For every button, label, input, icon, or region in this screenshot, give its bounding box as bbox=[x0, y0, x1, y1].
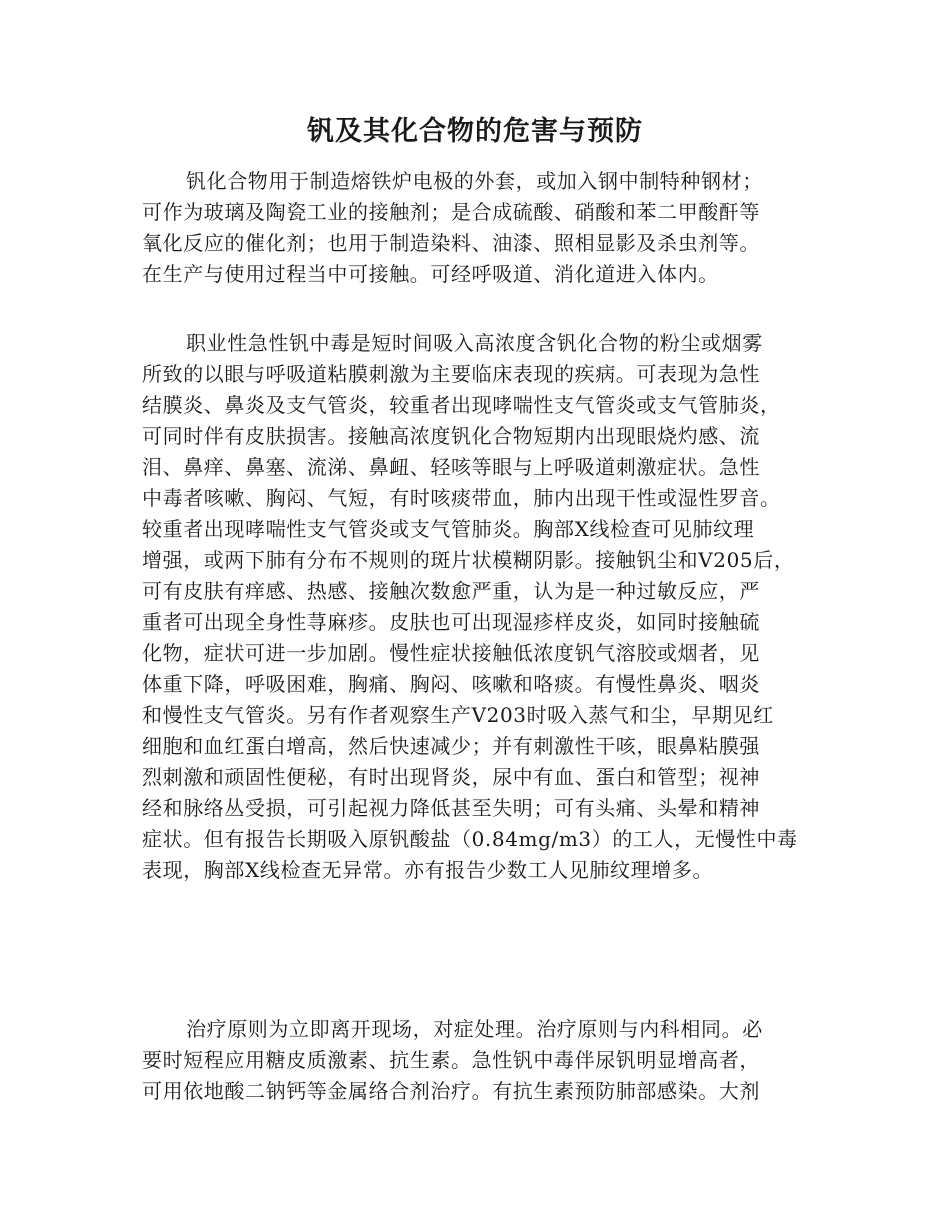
paragraph-line: 钒化合物用于制造熔铁炉电极的外套，或加入钢中制特种钢材； bbox=[186, 169, 763, 193]
paragraph-line: 烈刺激和顽固性便秘，有时出现肾炎，尿中有血、蛋白和管型；视神 bbox=[142, 765, 760, 789]
paragraph-line: 细胞和血红蛋白增高，然后快速减少；并有刺激性干咳，眼鼻粘膜强 bbox=[142, 734, 760, 758]
paragraph-line: 化物，症状可进一步加剧。慢性症状接触低浓度钒气溶胶或烟者，见 bbox=[142, 641, 760, 665]
paragraph-line: 氧化反应的催化剂；也用于制造染料、油漆、照相显影及杀虫剂等。 bbox=[142, 231, 760, 255]
paragraph-treatment bbox=[142, 1014, 822, 1107]
paragraph-line: 可同时伴有皮肤损害。接触高浓度钒化合物短期内出现眼烧灼感、流 bbox=[142, 424, 760, 448]
document-title: 钒及其化合物的危害与预防 bbox=[307, 116, 643, 147]
paragraph-line: 经和脉络丛受损，可引起视力降低甚至失明；可有头痛、头晕和精神 bbox=[142, 796, 760, 820]
paragraph-line: 可作为玻璃及陶瓷工业的接触剂；是合成硫酸、硝酸和苯二甲酸酐等 bbox=[142, 200, 760, 224]
paragraph-line: 所致的以眼与呼吸道粘膜刺激为主要临床表现的疾病。可表现为急性 bbox=[142, 362, 760, 386]
paragraph-line: 职业性急性钒中毒是短时间吸入高浓度含钒化合物的粉尘或烟雾 bbox=[186, 331, 763, 355]
paragraph-line: 要时短程应用糖皮质激素、抗生素。急性钒中毒伴尿钒明显增高者， bbox=[142, 1048, 760, 1072]
paragraph-line: 结膜炎、鼻炎及支气管炎，较重者出现哮喘性支气管炎或支气管肺炎， bbox=[142, 393, 781, 417]
paragraph-line: 重者可出现全身性荨麻疹。皮肤也可出现湿疹样皮炎，如同时接触硫 bbox=[142, 610, 760, 634]
paragraph-symptoms bbox=[142, 328, 822, 886]
paragraph-line: 治疗原则为立即离开现场，对症处理。治疗原则与内科相同。必 bbox=[186, 1017, 763, 1041]
paragraph-uses bbox=[142, 166, 822, 290]
paragraph-line: 中毒者咳嗽、胸闷、气短，有时咳痰带血，肺内出现干性或湿性罗音。 bbox=[142, 486, 781, 510]
paragraph-line: 增强，或两下肺有分布不规则的斑片状模糊阴影。接触钒尘和V205后， bbox=[142, 548, 795, 572]
paragraph-line: 可用依地酸二钠钙等金属络合剂治疗。有抗生素预防肺部感染。大剂 bbox=[142, 1079, 760, 1103]
paragraph-line: 表现，胸部X线检查无异常。亦有报告少数工人见肺纹理增多。 bbox=[142, 858, 714, 882]
paragraph-line: 较重者出现哮喘性支气管炎或支气管肺炎。胸部X线检查可见肺纹理 bbox=[142, 517, 755, 541]
paragraph-line: 症状。但有报告长期吸入原钒酸盐（0.84mg/m3）的工人，无慢性中毒 bbox=[142, 827, 798, 851]
paragraph-line: 可有皮肤有痒感、热感、接触次数愈严重，认为是一种过敏反应，严 bbox=[142, 579, 760, 603]
paragraph-line: 体重下降，呼吸困难，胸痛、胸闷、咳嗽和咯痰。有慢性鼻炎、咽炎 bbox=[142, 672, 760, 696]
paragraph-line: 在生产与使用过程当中可接触。可经呼吸道、消化道进入体内。 bbox=[142, 262, 719, 286]
paragraph-line: 泪、鼻痒、鼻塞、流涕、鼻衄、轻咳等眼与上呼吸道刺激症状。急性 bbox=[142, 455, 760, 479]
paragraph-line: 和慢性支气管炎。另有作者观察生产V203时吸入蒸气和尘，早期见红 bbox=[142, 703, 774, 727]
